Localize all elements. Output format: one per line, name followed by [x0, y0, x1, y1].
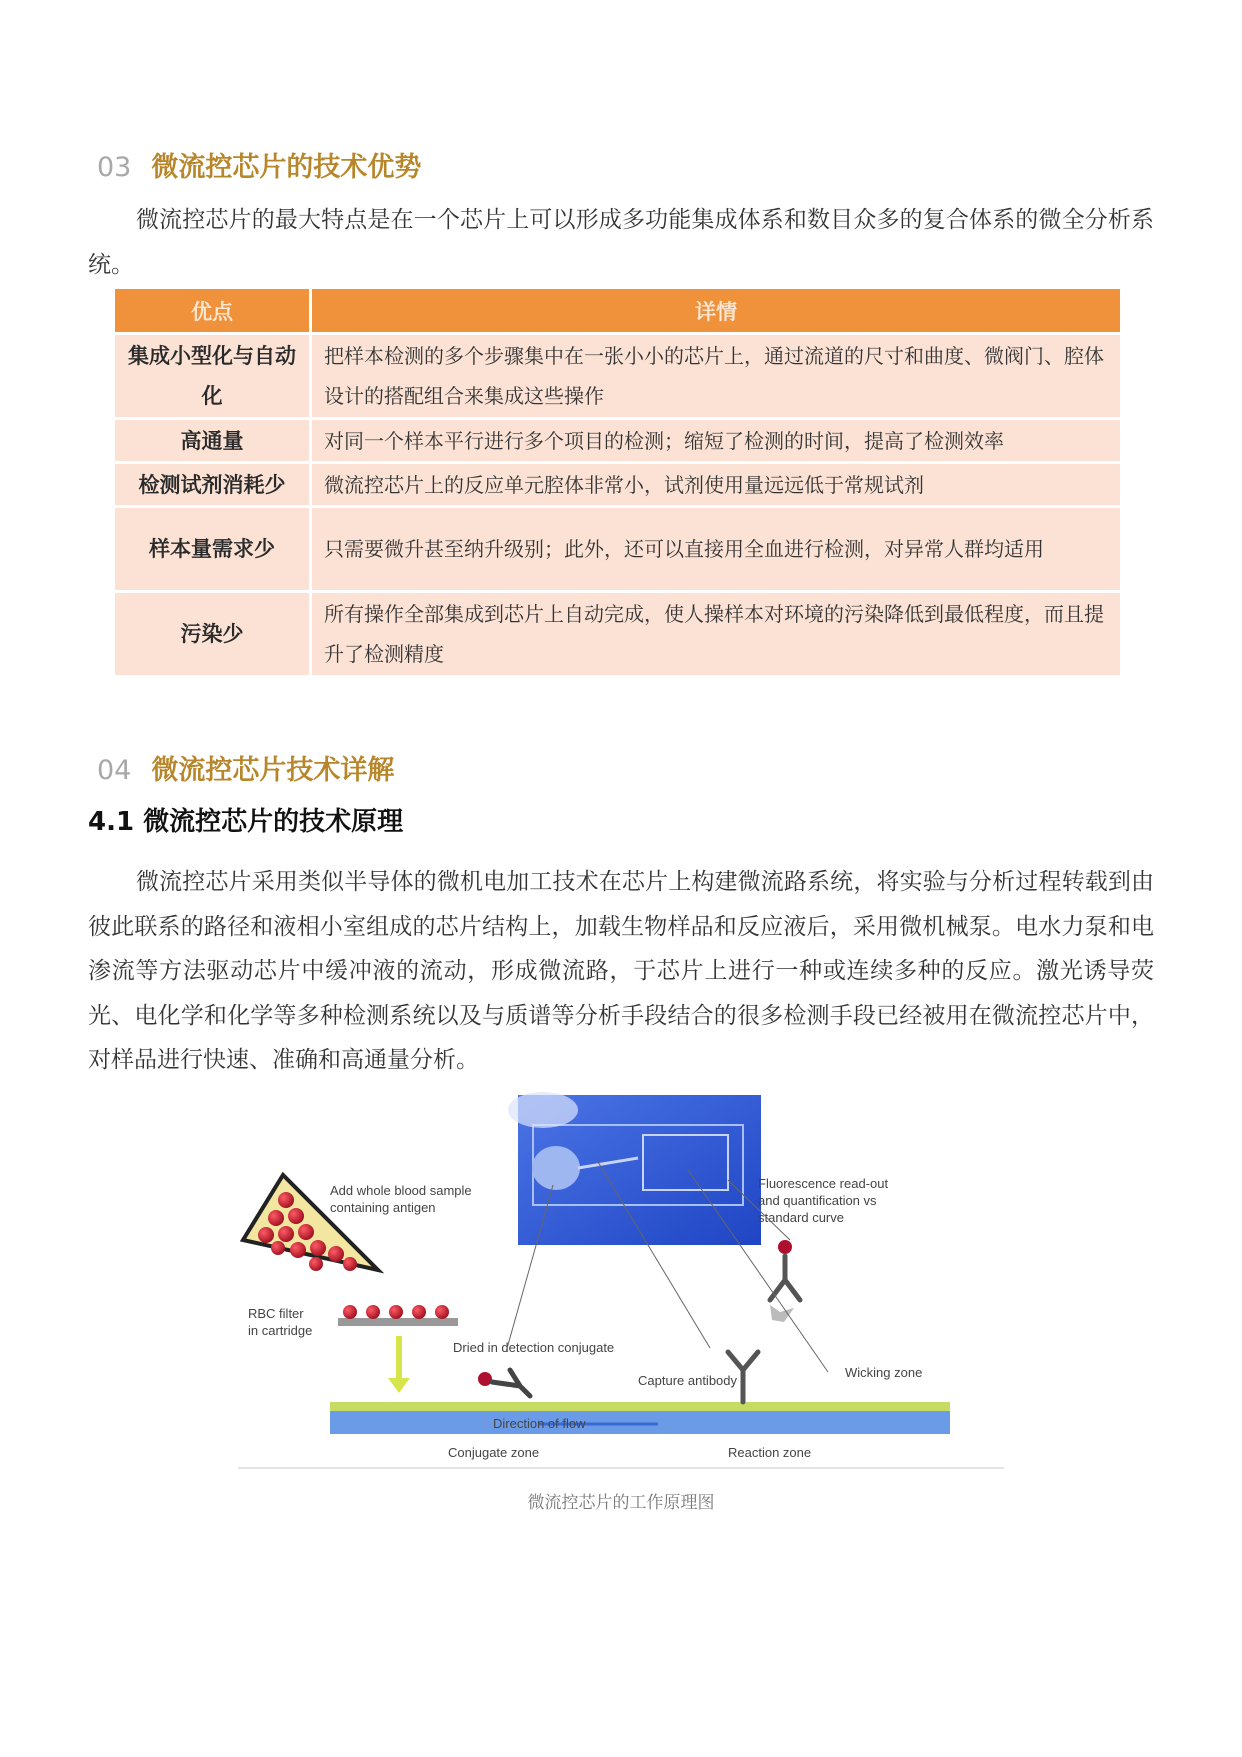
flow-down-arrow-icon [388, 1336, 410, 1393]
label-rbc-2: in cartridge [248, 1323, 313, 1338]
label-fluorescence-1: Fluorescence read-out [758, 1176, 889, 1191]
table-row [114, 463, 1122, 507]
label-wicking-zone: Wicking zone [845, 1365, 923, 1380]
advantage-detail: 对同一个样本平行进行多个项目的检测；缩短了检测的时间，提高了检测效率 [311, 419, 1122, 463]
label-reaction-zone: Reaction zone [728, 1445, 812, 1460]
label-fluorescence-3: standard curve [758, 1210, 844, 1225]
advantage-detail: 所有操作全部集成到芯片上自动完成，使人操样本对环境的污染降低到最低程度，而且提升了检测精度 [311, 592, 1122, 677]
figure-caption: 微流控芯片的工作原理图 [527, 1493, 715, 1513]
label-add-sample-2: containing antigen [330, 1200, 436, 1215]
section-number: 03 [97, 152, 132, 183]
section-intro-paragraph: 微流控芯片的最大特点是在一个芯片上可以形成多功能集成体系和数目众多的复合体系的微全分析系统。 [88, 207, 1154, 278]
section-heading-03 [97, 145, 421, 184]
table-header-row [114, 288, 1122, 334]
advantages-table [112, 286, 1123, 678]
advantage-detail: 把样本检测的多个步骤集中在一张小小的芯片上，通过流道的尺寸和曲度、微阀门、腔体设计的搭配组合来集成这些操作 [311, 334, 1122, 419]
principle-diagram [238, 1090, 1004, 1470]
table-header-detail: 详情 [311, 288, 1122, 334]
advantage-name: 污染少 [114, 592, 311, 677]
subsection-body-paragraph: 微流控芯片采用类似半导体的微机电加工技术在芯片上构建微流路系统，将实验与分析过程转载到由彼此联系的路径和液相小室组成的芯片结构上，加载生物样品和反应液后，采用微机械泵。电水力泵和电渗流等方法驱动芯片中缓冲液的流动，形成微流路，于芯片上进行一种或连续多种的反应。激光诱导荧光、电化学和化学等多种检测系统以及与质谱等分析手段结合的很多检测手段已经被用在微流控芯片中，对样品进行快速、准确和高通量分析。 [88, 869, 1154, 1073]
section-heading-04 [97, 748, 394, 787]
chip-sample-well [532, 1146, 580, 1190]
advantage-name: 检测试剂消耗少 [114, 463, 311, 507]
microfluidic-principle-figure [238, 1090, 1004, 1470]
label-dried-conjugate: Dried in detection conjugate [453, 1340, 615, 1355]
label-conjugate-zone: Conjugate zone [448, 1445, 540, 1460]
advantage-detail: 只需要微升甚至纳升级别；此外，还可以直接用全血进行检测，对异常人群均适用 [311, 507, 1122, 592]
label-fluorescence-2: and quantification vs [758, 1193, 877, 1208]
test-strip [330, 1402, 950, 1434]
table-row [114, 507, 1122, 592]
table-row [114, 592, 1122, 677]
subsection-title: 4.1 微流控芯片的技术原理 [88, 807, 404, 837]
filter-bar [338, 1318, 458, 1326]
advantage-name: 集成小型化与自动化 [114, 334, 311, 419]
strip-top-band [330, 1402, 950, 1411]
label-capture-antibody: Capture antibody [638, 1373, 738, 1388]
label-add-sample-1: Add whole blood sample [330, 1183, 472, 1198]
section-title: 微流控芯片的技术优势 [151, 152, 422, 183]
table-row [114, 334, 1122, 419]
section-title: 微流控芯片技术详解 [151, 755, 395, 786]
detection-conjugate-icon [478, 1370, 530, 1396]
advantage-name: 高通量 [114, 419, 311, 463]
label-rbc-1: RBC filter [248, 1306, 304, 1321]
glove-finger [508, 1092, 578, 1128]
rbc-filter [338, 1305, 458, 1326]
section-number: 04 [97, 755, 132, 786]
label-direction: Direction of flow [493, 1416, 586, 1431]
table-header-advantage: 优点 [114, 288, 311, 334]
advantage-detail: 微流控芯片上的反应单元腔体非常小，试剂使用量远远低于常规试剂 [311, 463, 1122, 507]
advantage-name: 样本量需求少 [114, 507, 311, 592]
table-row [114, 419, 1122, 463]
